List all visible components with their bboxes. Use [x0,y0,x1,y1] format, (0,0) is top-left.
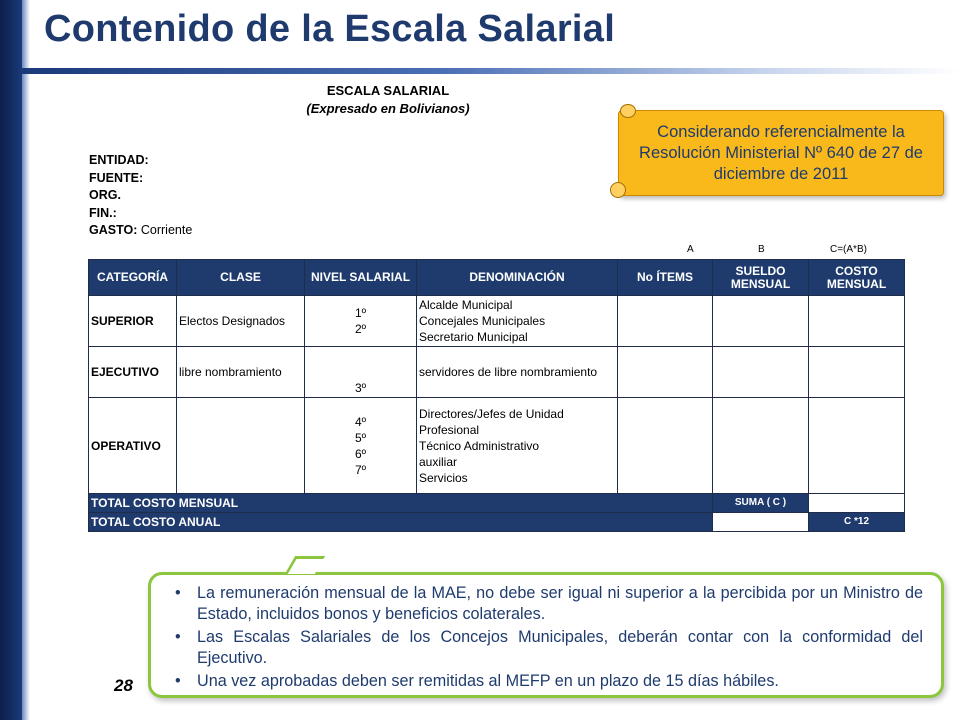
document-heading: ESCALA SALARIAL [326,83,450,98]
notes-list [151,575,941,692]
table-row [89,347,905,398]
scroll-curl-top [620,104,636,118]
total-mensual-row [89,494,905,513]
slide-title: Contenido de la Escala Salarial [44,8,616,50]
denominacion-value: Alcalde Municipal [419,298,513,312]
total-mensual-value [809,494,905,513]
row-niveles [305,347,417,398]
nivel-value: 5º [354,430,367,445]
row-categoria: OPERATIVO [89,398,177,494]
row-clase: Electos Designados [177,296,305,347]
row-sueldo-mensual [713,296,809,347]
column-letter-b: B [758,244,765,255]
row-no-items [618,347,713,398]
nivel-value: 2º [354,322,367,336]
header-denominacion: DENOMINACIÓN [417,260,618,296]
table-header-row [89,260,905,296]
fuente-label: FUENTE: [89,170,144,185]
total-anual-row [89,513,905,532]
nivel-value: 7º [354,462,367,477]
header-nivel-salarial: NIVEL SALARIAL [305,260,417,296]
row-niveles [305,296,417,347]
row-sueldo-mensual [713,398,809,494]
total-anual-label: TOTAL COSTO ANUAL [89,513,713,532]
row-costo-mensual [809,398,905,494]
total-anual-formula: C *12 [809,513,905,532]
row-no-items [618,296,713,347]
document-subheading: (Expresado en Bolivianos) [306,101,470,116]
denominacion-value: Técnico Administrativo [419,438,540,453]
row-no-items [618,398,713,494]
denominacion-value: Secretario Municipal [419,330,528,344]
bullet-marker: • [175,584,181,602]
reference-note-text: Considerando referencialmente la Resolución Ministerial Nº 640 de 27 de diciembre de 2011 [618,110,944,196]
total-mensual-label: TOTAL COSTO MENSUAL [89,494,713,513]
denominacion-value: Concejales Municipales [419,314,546,328]
fin-label: FIN.: [89,205,117,220]
row-categoria: SUPERIOR [89,296,177,347]
row-categoria: EJECUTIVO [89,347,177,398]
row-clase: libre nombramiento [177,347,305,398]
nivel-value: 1º [354,306,367,320]
list-item [175,671,923,692]
total-anual-spacer [713,513,809,532]
gasto-label: GASTO: [89,223,138,237]
nivel-value: 3º [354,381,367,395]
document-header [88,82,688,118]
list-item [175,627,923,668]
header-clase: CLASE [177,260,305,296]
bullet-marker: • [175,672,181,690]
header-costo-mensual: COSTO MENSUAL [809,260,905,296]
page-number: 28 [114,676,133,695]
nivel-value: 6º [354,446,367,461]
left-accent-gradient [22,0,30,720]
row-costo-mensual [809,347,905,398]
reference-scroll-note [610,104,950,200]
gasto-value: Corriente [140,223,193,237]
row-niveles [305,398,417,494]
denominacion-value: servidores de libre nombramiento [419,365,598,379]
note-text: La remuneración mensual de la MAE, no debe ser igual ni superior a la percibida por un Ministro de Estado, incluidos bonos y beneficios colaterales. [197,584,923,623]
column-letter-c: C=(A*B) [830,244,867,255]
denominacion-value: Profesional [419,422,480,437]
list-item [175,583,923,624]
nivel-value: 4º [354,414,367,429]
row-denominacion [417,296,618,347]
header-sueldo-mensual: SUELDO MENSUAL [713,260,809,296]
note-text: Las Escalas Salariales de los Concejos Municipales, deberán contar con la conformidad del Ejecutivo. [197,628,923,667]
row-denominacion [417,398,618,494]
document-meta [89,152,192,240]
scroll-curl-bottom [610,182,626,198]
denominacion-value: Servicios [419,470,468,485]
table-row [89,296,905,347]
row-denominacion [417,347,618,398]
column-letter-a: A [687,244,694,255]
row-costo-mensual [809,296,905,347]
notes-callout [148,572,944,698]
denominacion-value: Directores/Jefes de Unidad [419,406,564,421]
denominacion-value: auxiliar [419,454,458,469]
entidad-label: ENTIDAD: [89,153,149,167]
table-row [89,398,905,494]
salary-scale-table [88,259,905,532]
bullet-marker: • [175,628,181,646]
org-label: ORG. [89,188,121,202]
header-categoria: CATEGORÍA [89,260,177,296]
row-sueldo-mensual [713,347,809,398]
total-mensual-formula: SUMA ( C ) [713,494,809,513]
note-text: Una vez aprobadas deben ser remitidas al MEFP en un plazo de 15 días hábiles. [197,672,779,690]
header-no-items: No ÍTEMS [618,260,713,296]
row-clase [177,398,305,494]
title-underline [22,68,960,74]
left-accent-bar [0,0,22,720]
